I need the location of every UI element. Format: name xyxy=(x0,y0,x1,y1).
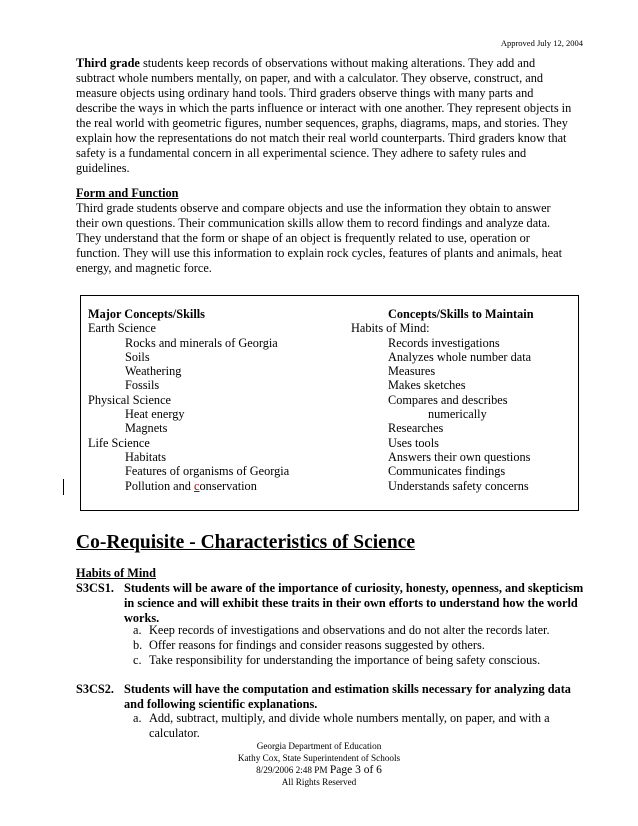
footer-datetime: 8/29/2006 2:48 PM xyxy=(256,765,328,775)
standard-element xyxy=(133,623,583,638)
physical-science-label: Physical Science xyxy=(88,392,171,407)
standard-elements xyxy=(133,711,583,741)
element-text: Offer reasons for findings and consider reasons suggested by others. xyxy=(149,638,485,652)
corequisite-heading: Co-Requisite - Characteristics of Science xyxy=(76,532,415,553)
standard-element xyxy=(133,653,583,668)
footer-superintendent: Kathy Cox, State Superintendent of Schools xyxy=(237,753,401,763)
concept-item: Heat energy xyxy=(125,407,185,422)
element-text: Add, subtract, multiply, and divide whole numbers mentally, on paper, and with a calculator. xyxy=(149,711,550,740)
pollution-pre: Pollution and xyxy=(125,478,195,493)
standard-elements xyxy=(133,623,583,668)
major-concepts-column xyxy=(88,307,348,493)
standard-element xyxy=(133,711,583,741)
element-letter: a. xyxy=(133,623,142,637)
change-bar xyxy=(63,479,64,495)
intro-paragraph xyxy=(76,56,576,176)
element-letter: a. xyxy=(133,711,142,725)
form-function-paragraph: Third grade students observe and compare objects and use the information they obtain to answer their own questions. Their communication skills allow them to record findings and analyze data. They understand that the form or shape of an object is frequently related to use, operation or function. They will use this information to explain rock cycles, features of plants and animals, heat energy, and magnetic force. xyxy=(76,201,563,275)
footer-dept: Georgia Department of Education xyxy=(256,741,382,751)
footer-page-number: Page 3 of 6 xyxy=(329,764,382,776)
footer-page-line xyxy=(0,764,638,776)
standard-element xyxy=(133,638,583,653)
maintain-column xyxy=(351,307,576,493)
element-letter: c. xyxy=(133,653,142,667)
standard-text: Students will be aware of the importance of curiosity, honesty, openness, and skepticism in science and will exhibit these traits in their own efforts to understand how the world works. xyxy=(124,581,584,625)
element-text: Keep records of investigations and observations and do not alter the records later. xyxy=(149,623,550,637)
standard-text: Students will have the computation and estimation skills necessary for analyzing data and following scientific explanations. xyxy=(124,682,571,711)
footer-rights: All Rights Reserved xyxy=(281,777,357,787)
maintain-item: Analyzes whole number data xyxy=(388,349,532,364)
life-science-label: Life Science xyxy=(88,435,150,450)
major-concepts-header: Major Concepts/Skills xyxy=(88,307,205,321)
concept-item: Soils xyxy=(125,349,150,364)
concept-item: Magnets xyxy=(125,421,168,436)
concept-item: Weathering xyxy=(125,364,182,379)
standard-code: S3CS1. xyxy=(76,581,114,595)
maintain-item-continued: numerically xyxy=(428,407,487,422)
page-footer xyxy=(0,740,638,788)
concept-item: Rocks and minerals of Georgia xyxy=(125,335,278,350)
habits-of-mind-label: Habits of Mind: xyxy=(351,321,430,336)
maintain-item: Understands safety concerns xyxy=(388,478,529,493)
intro-text: students keep records of observations without making alterations. They add and subtract whole numbers mentally, on paper, and with a calculator. They observe, construct, and measure objects using ordinary hand tools. Third graders observe things with many parts and describe the ways in which the parts influence or interact with one another. They represent objects in the real world with geometric figures, number sequences, graphs, diagrams, maps, and stories. They explain how the representations do not match their real world counterparts. Third graders know that safety is a fundamental concern in all experimental science. They adhere to safety rules and guidelines. xyxy=(76,56,572,175)
revision-mark: c xyxy=(194,478,200,493)
maintain-item: Answers their own questions xyxy=(388,449,531,464)
concept-item: Features of organisms of Georgia xyxy=(125,464,290,479)
concepts-box xyxy=(80,295,579,511)
maintain-item: Compares and describes xyxy=(388,392,508,407)
intro-lead: Third grade xyxy=(76,56,140,70)
approval-date: Approved July 12, 2004 xyxy=(500,38,583,48)
maintain-item: Makes sketches xyxy=(388,378,466,393)
maintain-item: Uses tools xyxy=(388,435,439,450)
maintain-item: Communicates findings xyxy=(388,464,506,479)
standard-code: S3CS2. xyxy=(76,682,114,696)
maintain-header: Concepts/Skills to Maintain xyxy=(388,307,534,321)
earth-science-label: Earth Science xyxy=(88,321,156,336)
maintain-item: Researches xyxy=(388,421,444,436)
concept-item: Fossils xyxy=(125,378,160,393)
element-letter: b. xyxy=(133,638,143,652)
pollution-post: onservation xyxy=(199,478,257,493)
element-text: Take responsibility for understanding the importance of being safety conscious. xyxy=(149,653,541,667)
habits-of-mind-heading: Habits of Mind xyxy=(76,566,156,580)
maintain-item: Records investigations xyxy=(388,335,500,350)
form-function-title: Form and Function xyxy=(76,186,179,200)
concept-item: Habitats xyxy=(125,449,166,464)
concept-item-pollution xyxy=(88,479,348,493)
maintain-item: Measures xyxy=(388,364,436,379)
